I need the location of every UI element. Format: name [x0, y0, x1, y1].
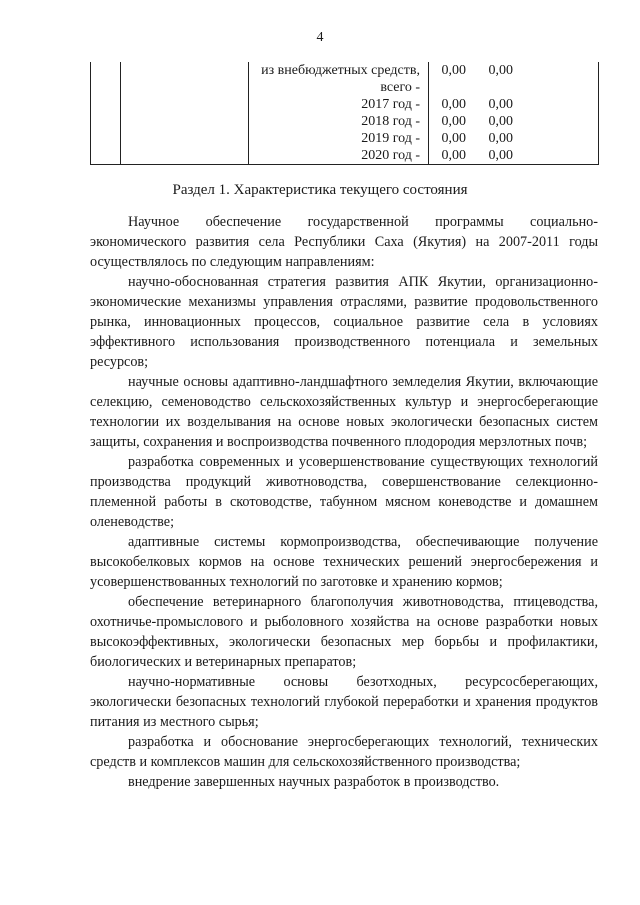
table-cell-empty — [91, 96, 121, 113]
table-cell-empty — [121, 62, 249, 96]
table-cell-value: 0,00 — [479, 130, 599, 147]
table-cell-label: 2019 год - — [249, 130, 429, 147]
table-cell-empty — [91, 113, 121, 130]
table-cell-label: из внебюджетных средств, всего - — [249, 62, 429, 96]
table-cell-label: 2018 год - — [249, 113, 429, 130]
table-cell-value: 0,00 — [441, 114, 466, 129]
table-row — [91, 96, 599, 113]
table-row — [91, 147, 599, 165]
table-cell-value: 0,00 — [479, 113, 599, 130]
table-row — [91, 62, 599, 96]
page-number: 4 — [316, 30, 324, 45]
table-cell-empty — [91, 130, 121, 147]
paragraph-item: разработка и обоснование энергосберегающих технологий, технических средств и комплексов машин для сельскохозяйственного производства; — [90, 734, 598, 770]
table-row — [91, 130, 599, 147]
table-cell-value: 0,00 — [441, 97, 466, 112]
table-cell-value: 0,00 — [479, 147, 599, 165]
table-cell-empty — [91, 62, 121, 96]
table-cell-value: 0,00 — [429, 147, 479, 165]
paragraph-item: обеспечение ветеринарного благополучия животноводства, птицеводства, охотничье-промыслового и рыболовного хозяйства на основе разработки новых высокоэффективных, экологически безопасных мер борьбы и профилактики, биологических и ветеринарных препаратов; — [90, 594, 598, 670]
section-title: Раздел 1. Характеристика текущего состояния — [172, 182, 468, 198]
paragraph-item: разработка современных и усовершенствование существующих технологий производства продукций животноводства, совершенствование селекционно-племенной работы в скотоводстве, табунном мясном коневодстве и домашнем оленеводстве; — [90, 454, 598, 530]
table-cell-empty — [91, 147, 121, 165]
table-row — [91, 113, 599, 130]
table-cell-empty — [121, 147, 249, 165]
table-cell-value: 0,00 — [441, 131, 466, 146]
paragraph-item: научно-обоснованная стратегия развития АПК Якутии, организационно-экономические механизмы управления отраслями, развитие продовольственного рынка, инновационных процессов, социальное развитие села в условиях эффективного использования производственного потенциала и земельных ресурсов; — [90, 274, 598, 370]
table-cell-empty — [121, 130, 249, 147]
body-text — [90, 212, 598, 792]
table-cell-label: 2017 год - — [249, 96, 429, 113]
table-cell-value: 0,00 — [479, 96, 599, 113]
paragraph-item: научно-нормативные основы безотходных, ресурсосберегающих, экологически безопасных технологий глубокой переработки и хранения продуктов питания из местного сырья; — [90, 674, 598, 730]
budget-table — [90, 62, 599, 165]
table-cell-empty — [121, 113, 249, 130]
table-cell-value: 0,00 — [479, 62, 599, 96]
paragraph-item: научные основы адаптивно-ландшафтного земледелия Якутии, включающие селекцию, семеноводство сельскохозяйственных культур и энергосберегающие технологии их возделывания на основе новых экологически безопасных систем защиты, сохранения и воспроизводства почвенного плодородия мерзлотных почв; — [90, 374, 598, 450]
paragraph-item: адаптивные системы кормопроизводства, обеспечивающие получение высокобелковых кормов на основе технических решений энергосбережения и усовершенствованных технологий по заготовке и хранению кормов; — [90, 534, 598, 590]
table-cell-empty — [121, 96, 249, 113]
paragraph-item: внедрение завершенных научных разработок в производство. — [128, 774, 500, 790]
table-cell-label: 2020 год - — [249, 147, 429, 165]
paragraph-intro: Научное обеспечение государственной программы социально-экономического развития села Республики Саха (Якутия) на 2007-2011 годы осуществлялось по следующим направлениям: — [90, 214, 598, 270]
table-cell-value: 0,00 — [441, 63, 466, 78]
